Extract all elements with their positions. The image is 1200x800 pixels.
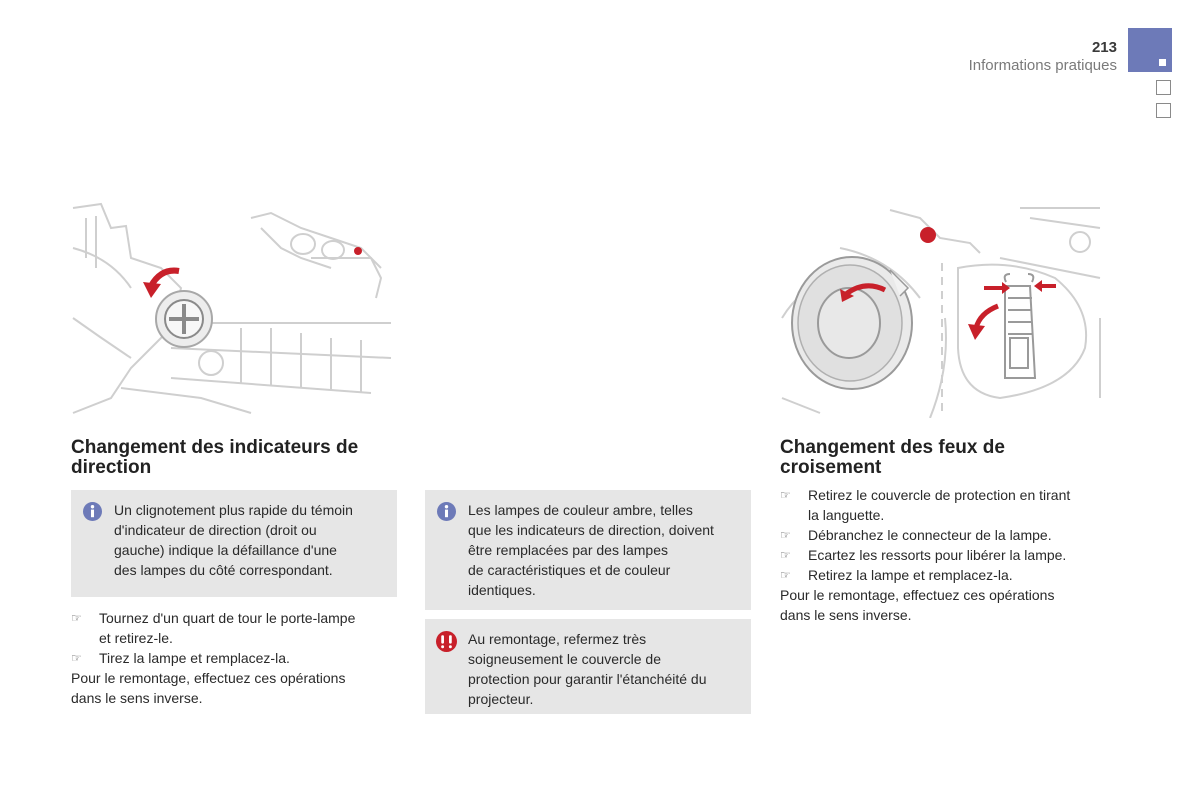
- dipped-beam-heading: [780, 438, 1005, 478]
- info-line: d'indicateur de direction (droit ou: [114, 522, 317, 538]
- info-line: identiques.: [468, 582, 536, 598]
- finger-pointer-icon: ☞: [780, 548, 791, 562]
- info-line: de caractéristiques et de couleur: [468, 562, 671, 578]
- step-line: la languette.: [808, 507, 885, 523]
- step-item: [780, 545, 1110, 565]
- finger-pointer-icon: ☞: [71, 611, 82, 625]
- step-line: Ecartez les ressorts pour libérer la lampe.: [808, 547, 1067, 563]
- warning-line: projecteur.: [468, 691, 534, 707]
- note-line: Pour le remontage, effectuez ces opérations: [71, 670, 346, 686]
- info-line: gauche) indique la défaillance d'une: [114, 542, 337, 558]
- chapter-tab-marker: [1159, 59, 1166, 66]
- step-line: Tournez d'un quart de tour le porte-lampe: [99, 610, 356, 626]
- heading-line: direction: [71, 457, 152, 478]
- page-number: 213: [1091, 39, 1117, 56]
- finger-pointer-icon: ☞: [780, 488, 791, 502]
- chapter-tab-box: [1156, 80, 1171, 95]
- info-line: être remplacées par des lampes: [468, 542, 668, 558]
- indicator-heading: [71, 438, 358, 478]
- info-line: des lampes du côté correspondant.: [114, 562, 333, 578]
- note-line: dans le sens inverse.: [780, 607, 912, 623]
- finger-pointer-icon: ☞: [71, 651, 82, 665]
- amber-lamp-info-box: [425, 490, 751, 610]
- step-item: [71, 608, 397, 648]
- info-icon: [437, 502, 456, 521]
- dipped-beam-steps: [780, 485, 1110, 625]
- info-icon: [83, 502, 102, 521]
- step-line: et retirez-le.: [99, 630, 173, 646]
- heading-line: Changement des feux de: [780, 437, 1005, 458]
- note-line: Pour le remontage, effectuez ces opérations: [780, 587, 1055, 603]
- warning-line: Au remontage, refermez très: [468, 631, 647, 647]
- warning-icon: [436, 631, 457, 652]
- note-line: dans le sens inverse.: [71, 690, 203, 706]
- step-line: Tirez la lampe et remplacez-la.: [99, 650, 290, 666]
- warning-box: [425, 619, 751, 714]
- warning-line: protection pour garantir l'étanchéité du: [468, 671, 707, 687]
- dipped-beam-illustration: [780, 198, 1106, 418]
- info-line: Un clignotement plus rapide du témoin: [114, 502, 353, 518]
- info-line: Les lampes de couleur ambre, telles: [468, 502, 693, 518]
- finger-pointer-icon: ☞: [780, 528, 791, 542]
- info-line: que les indicateurs de direction, doivent: [468, 522, 714, 538]
- reassembly-note: [780, 585, 1110, 625]
- indicator-info-box: [71, 490, 397, 597]
- step-item: [780, 565, 1110, 585]
- step-line: Retirez le couvercle de protection en tirant: [808, 487, 1071, 503]
- finger-pointer-icon: ☞: [780, 568, 791, 582]
- step-item: [780, 485, 1110, 525]
- indicator-steps: [71, 608, 397, 708]
- heading-line: Changement des indicateurs de: [71, 437, 359, 458]
- section-title: Informations pratiques: [968, 57, 1117, 74]
- reassembly-note: [71, 668, 397, 708]
- chapter-tab-box: [1156, 103, 1171, 118]
- warning-line: soigneusement le couvercle de: [468, 651, 662, 667]
- heading-line: croisement: [780, 457, 882, 478]
- indicator-illustration: [71, 198, 397, 418]
- step-item: [780, 525, 1110, 545]
- step-line: Débranchez le connecteur de la lampe.: [808, 527, 1052, 543]
- step-item: [71, 648, 397, 668]
- step-line: Retirez la lampe et remplacez-la.: [808, 567, 1013, 583]
